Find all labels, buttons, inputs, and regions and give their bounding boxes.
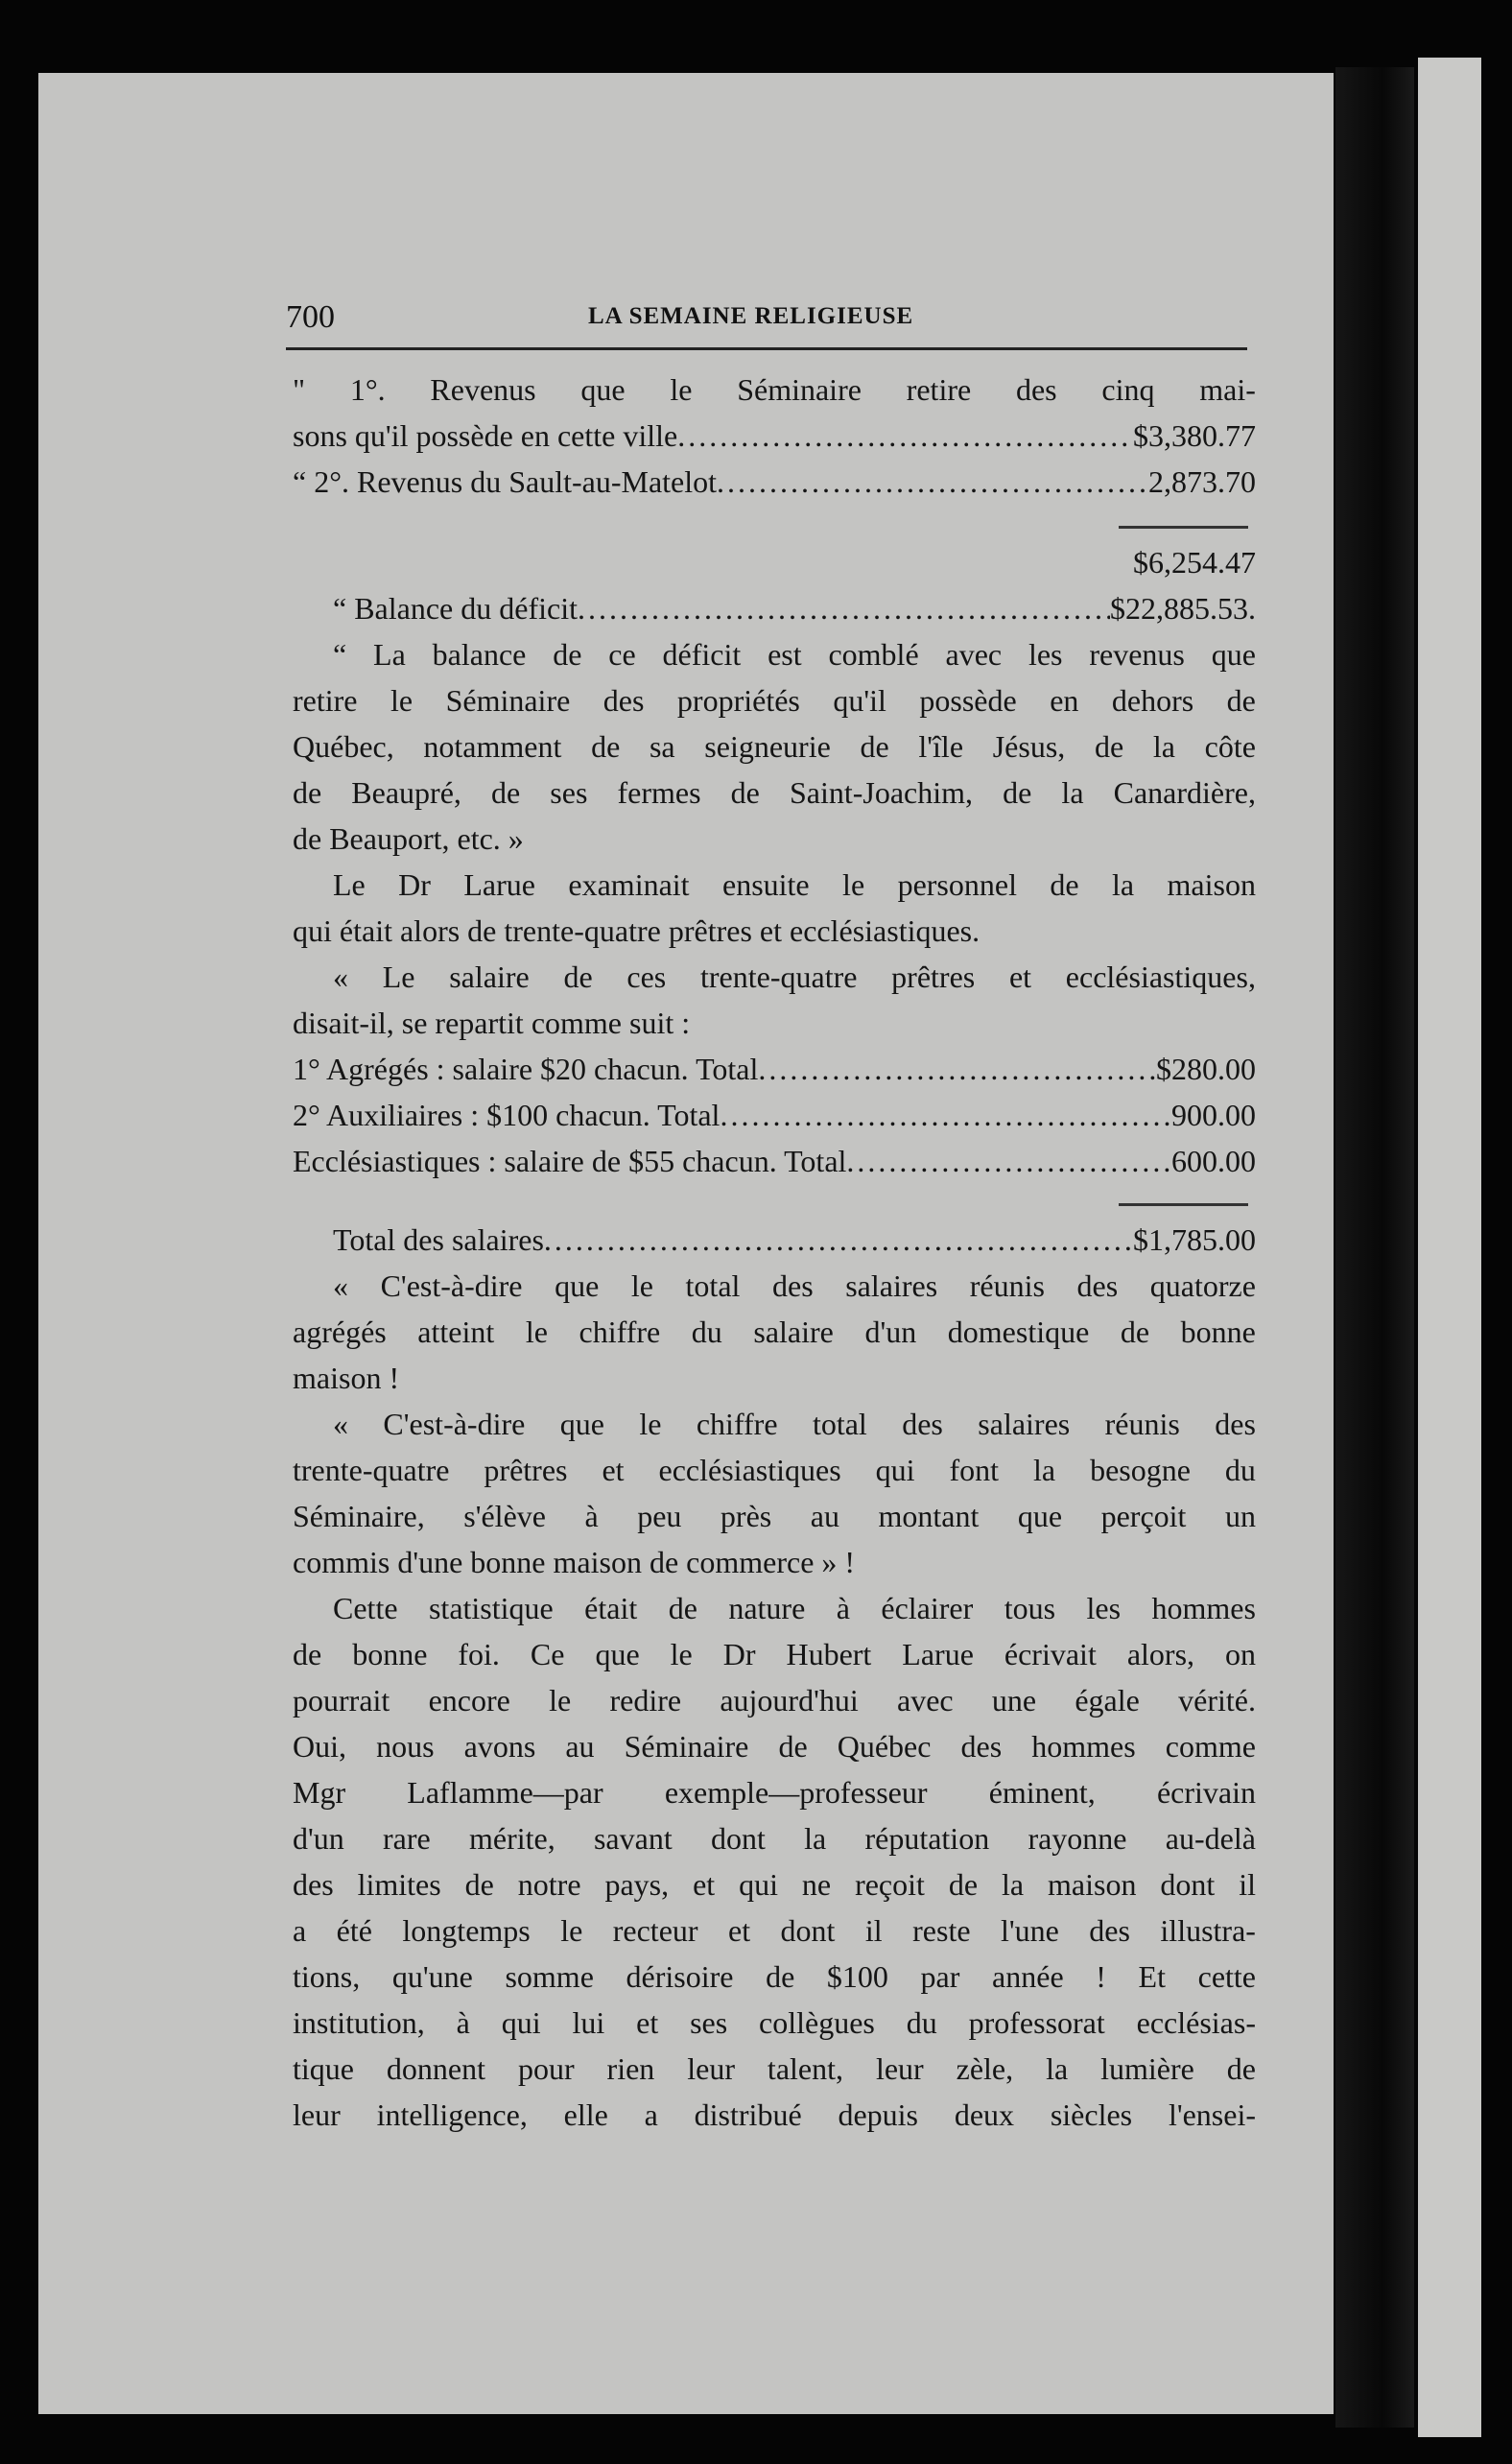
ledger-amount: 900.00 [1171,1098,1256,1132]
ledger-amount: $3,380.77 [1133,418,1256,453]
text-line: de Beauport, etc. » [293,821,524,856]
ledger-label: 2° Auxiliaires : $100 chacun. Total [293,1098,721,1132]
ledger-label: “ Balance du déficit [333,591,578,626]
leader-dots [544,1222,1133,1268]
text-line: commis d'une bonne maison de commerce » ! [293,1545,856,1579]
ledger-amount: 600.00 [1171,1144,1256,1178]
text-line: tique donnent pour rien leur talent, leur zèle, la lumière de [293,2051,1256,2086]
text-line: de bonne foi. Ce que le Dr Hubert Larue écrivait alors, on [293,1637,1256,1671]
text-line: « C'est-à-dire que le total des salaires réunis des quatorze [333,1268,1256,1303]
leader-dots [846,1144,1171,1190]
text-line: Cette statistique était de nature à éclairer tous les hommes [333,1591,1256,1625]
running-title: LA SEMAINE RELIGIEUSE [588,303,914,329]
text-line: retire le Séminaire des propriétés qu'il possède en dehors de [293,683,1256,718]
book-spine-gutter [1335,67,1414,2428]
leader-dots [720,1098,1171,1144]
ledger-line [293,464,1256,510]
text-line: de Beaupré, de ses fermes de Saint-Joachim, de la Canardière, [293,775,1256,810]
header-rule [286,347,1247,350]
page-header [286,299,1245,342]
leader-dots [578,591,1110,637]
text-line: qui était alors de trente-quatre prêtres et ecclésiastiques. [293,913,980,948]
leader-dots [717,464,1148,510]
text-line: pourrait encore le redire aujourd'hui avec une égale vérité. [293,1683,1256,1718]
ledger-label: Total des salaires [333,1222,544,1257]
text-line: des limites de notre pays, et qui ne reçoit de la maison dont il [293,1867,1256,1902]
ledger-line [293,591,1256,637]
text-line: « C'est-à-dire que le chiffre total des salaires réunis des [333,1407,1256,1441]
text-line: trente-quatre prêtres et ecclésiastiques qui font la besogne du [293,1453,1256,1487]
ledger-line [293,1052,1256,1098]
ledger-line [293,1098,1256,1144]
text-line: agrégés atteint le chiffre du salaire d'un domestique de bonne [293,1315,1256,1349]
ledger-amount: 2,873.70 [1148,464,1256,499]
ledger-label: “ 2°. Revenus du Sault-au-Matelot [293,464,718,499]
ledger-line [293,1222,1256,1268]
ledger-amount: $280.00 [1156,1052,1256,1086]
text-line: " 1°. Revenus que le Séminaire retire des cinq mai- [293,372,1256,407]
ledger-label: Ecclésiastiques : salaire de $55 chacun. Total [293,1144,847,1178]
page-number: 700 [286,299,335,335]
ledger-line [293,418,1256,464]
ledger-label: 1° Agrégés : salaire $20 chacun. Total [293,1052,759,1086]
text-line: leur intelligence, elle a distribué depuis deux siècles l'ensei- [293,2097,1256,2132]
ledger-amount: $1,785.00 [1133,1222,1256,1257]
leader-dots [758,1052,1156,1098]
text-line: Oui, nous avons au Séminaire de Québec des hommes comme [293,1729,1256,1764]
text-line: institution, à qui lui et ses collègues du professorat ecclésias- [293,2005,1256,2040]
ledger-amount: $22,885.53. [1110,591,1256,626]
facing-page-edge [1418,58,1481,2437]
text-line: « Le salaire de ces trente-quatre prêtres et ecclésiastiques, [333,960,1256,994]
text-line: disait-il, se repartit comme suit : [293,1006,691,1040]
text-line: maison ! [293,1361,400,1395]
leader-dots [677,418,1133,464]
sum-rule [1119,526,1248,529]
text-line: Mgr Laflamme—par exemple—professeur éminent, écrivain [293,1775,1256,1810]
text-line: d'un rare mérite, savant dont la réputation rayonne au-delà [293,1821,1256,1856]
ledger-label: sons qu'il possède en cette ville [293,418,678,453]
subtotal-line: $6,254.47 [1133,545,1256,580]
text-line: Le Dr Larue examinait ensuite le personnel de la maison [333,867,1256,902]
text-line: Séminaire, s'élève à peu près au montant que perçoit un [293,1499,1256,1533]
ledger-line [293,1144,1256,1190]
text-line: a été longtemps le recteur et dont il reste l'une des illustra- [293,1913,1256,1948]
text-line: Québec, notamment de sa seigneurie de l'île Jésus, de la côte [293,729,1256,764]
sum-rule [1119,1203,1248,1206]
text-line: tions, qu'une somme dérisoire de $100 par année ! Et cette [293,1959,1256,1994]
text-line: “ La balance de ce déficit est comblé avec les revenus que [333,637,1256,672]
